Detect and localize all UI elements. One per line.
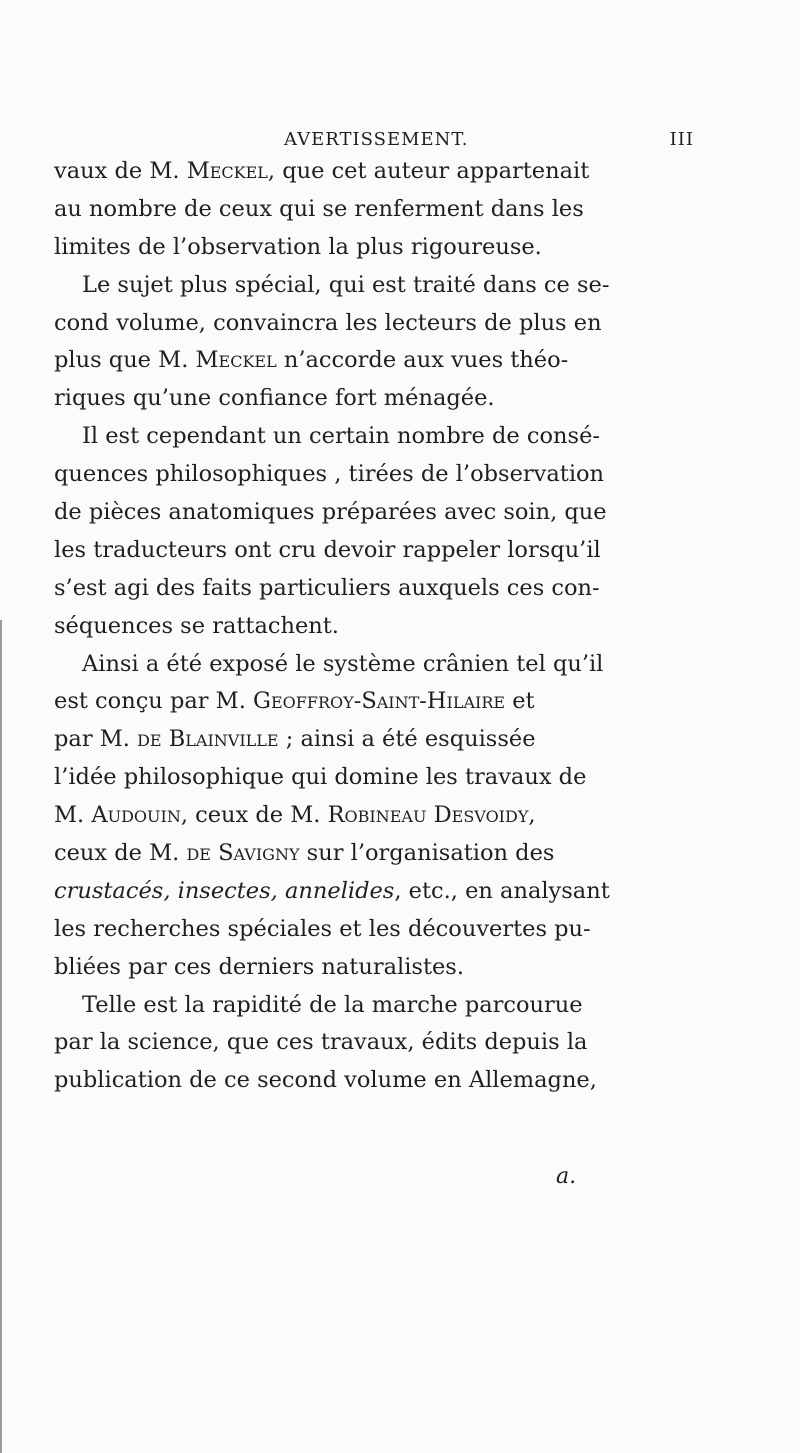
text-line: limites de l’observation la plus rigoureuse. xyxy=(54,233,542,260)
text-line: Ainsi a été exposé le système crânien tel qu’il xyxy=(82,650,604,677)
text-line: Le sujet plus spécial, qui est traité dans ce se- xyxy=(82,271,610,298)
text-line: bliées par ces derniers naturalistes. xyxy=(54,953,464,980)
text-line: riques qu’une confiance fort ménagée. xyxy=(54,385,495,412)
text-line: séquences se rattachent. xyxy=(54,612,339,639)
header-title: AVERTISSEMENT. xyxy=(284,129,469,150)
text-line: M. Audouin, ceux de M. Robineau Desvoidy, xyxy=(54,802,536,829)
text-line: cond volume, convaincra les lecteurs de plus en xyxy=(54,309,602,336)
text-line: Il est cependant un certain nombre de consé- xyxy=(82,423,600,450)
text-line: de pièces anatomiques préparées avec soin, que xyxy=(54,499,607,526)
page-edge xyxy=(0,620,2,1453)
signature-mark: a. xyxy=(556,1164,577,1189)
text-line: les traducteurs ont cru devoir rappeler lorsqu’il xyxy=(54,536,601,563)
text-line: Telle est la rapidité de la marche parcourue xyxy=(82,991,583,1018)
text-line: est conçu par M. Geoffroy-Saint-Hilaire et xyxy=(54,688,535,715)
page-number: III xyxy=(669,129,694,150)
text-line: publication de ce second volume en Allemagne, xyxy=(54,1067,597,1094)
text-line: au nombre de ceux qui se renferment dans les xyxy=(54,195,584,222)
text-line: les recherches spéciales et les découvertes pu- xyxy=(54,915,591,942)
text-line: par M. de Blainville ; ainsi a été esquissée xyxy=(54,726,536,753)
text-line: l’idée philosophique qui domine les travaux de xyxy=(54,764,587,791)
text-line: plus que M. Meckel n’accorde aux vues théo- xyxy=(54,347,569,374)
text-line: quences philosophiques , tirées de l’observation xyxy=(54,461,605,488)
text-line: par la science, que ces travaux, édits depuis la xyxy=(54,1029,588,1056)
text-line: ceux de M. de Savigny sur l’organisation des xyxy=(54,840,555,867)
text-line: s’est agi des faits particuliers auxquels ces con- xyxy=(54,574,600,601)
text-line: crustacés, insectes, annelides, etc., en analysant xyxy=(54,877,610,904)
body-text xyxy=(54,153,714,1100)
text-line: vaux de M. Meckel, que cet auteur appartenait xyxy=(54,158,590,184)
